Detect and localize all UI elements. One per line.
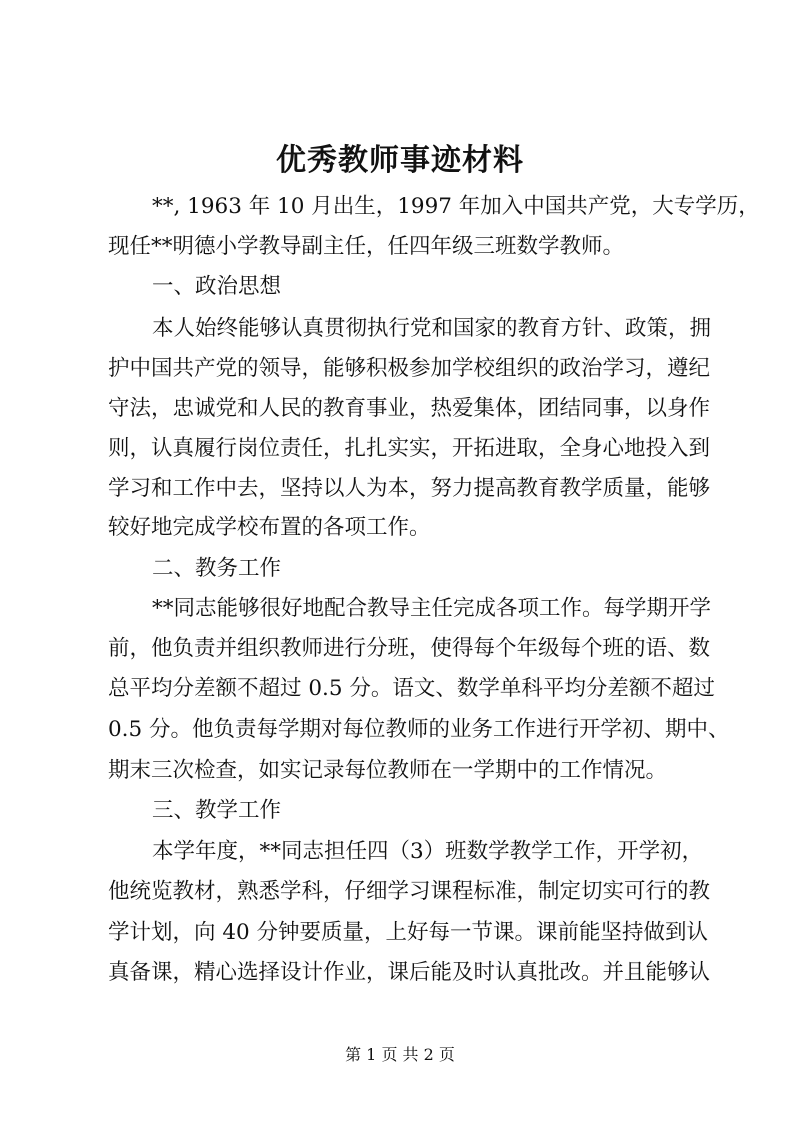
document-title: 优秀教师事迹材料 xyxy=(276,143,524,178)
paragraph-line: 真备课，精心选择设计作业，课后能及时认真批改。并且能够认 xyxy=(108,960,711,985)
paragraph-line: 学习和工作中去，坚持以人为本，努力提高教育教学质量，能够 xyxy=(108,476,711,501)
paragraph-line: 较好地完成学校布置的各项工作。 xyxy=(108,515,431,540)
page-footer: 第 1 页 共 2 页 xyxy=(345,1045,455,1064)
paragraph-line: 护中国共产党的领导，能够积极参加学校组织的政治学习，遵纪 xyxy=(108,356,711,381)
paragraph-line: 0.5 分。他负责每学期对每位教师的业务工作进行开学初、期中、 xyxy=(108,717,730,742)
paragraph-line: 本学年度，**同志担任四（3）班数学教学工作，开学初， xyxy=(152,839,704,864)
paragraph-line: 则，认真履行岗位责任，扎扎实实，开拓进取，全身心地投入到 xyxy=(108,436,711,461)
paragraph-line: 总平均分差额不超过 0.5 分。语文、数学单科平均分差额不超过 xyxy=(108,676,715,701)
section-heading: 一、政治思想 xyxy=(152,274,282,299)
paragraph-line: 现任**明德小学教导副主任，任四年级三班数学教师。 xyxy=(108,234,625,259)
paragraph-line: 守法，忠诚党和人民的教育事业，热爱集体，团结同事，以身作 xyxy=(108,396,711,421)
paragraph-line: 前，他负责并组织教师进行分班，使得每个年级每个班的语、数 xyxy=(108,636,711,661)
paragraph-line: **同志能够很好地配合教导主任完成各项工作。每学期开学 xyxy=(152,596,712,621)
paragraph-line: 他统览教材，熟悉学科，仔细学习课程标准，制定切实可行的教 xyxy=(108,879,711,904)
paragraph-line: 期末三次检查，如实记录每位教师在一学期中的工作情况。 xyxy=(108,758,668,783)
section-heading: 三、教学工作 xyxy=(152,798,282,823)
section-heading: 二、教务工作 xyxy=(152,556,282,581)
paragraph-line: 本人始终能够认真贯彻执行党和国家的教育方针、政策，拥 xyxy=(152,316,712,341)
paragraph-line: 学计划，向 40 分钟要质量，上好每一节课。课前能坚持做到认 xyxy=(108,920,709,945)
paragraph-line: **, 1963 年 10 月出生，1997 年加入中国共产党，大专学历， xyxy=(152,194,760,219)
